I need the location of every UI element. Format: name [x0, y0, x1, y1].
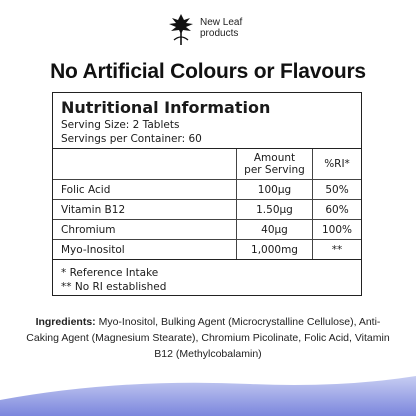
table-header-row	[53, 149, 361, 180]
header-amount-line1: Amount	[253, 152, 296, 164]
row-name: Folic Acid	[53, 180, 237, 200]
page-title: No Artificial Colours or Flavours	[50, 60, 366, 83]
panel-header	[53, 93, 361, 149]
footnote-ri: * Reference Intake	[61, 267, 159, 279]
header-amount-line2: per Serving	[244, 164, 305, 176]
row-name: Vitamin B12	[53, 200, 237, 220]
header-blank	[53, 149, 237, 180]
footnotes	[53, 260, 361, 294]
row-amount: 1,000mg	[237, 240, 313, 260]
servings-per-container: Servings per Container: 60	[61, 133, 202, 145]
decorative-wave	[0, 370, 416, 416]
row-amount: 100µg	[237, 180, 313, 200]
header-amount	[237, 149, 313, 180]
header-ri: %RI*	[313, 149, 362, 180]
table-row	[53, 200, 361, 220]
ingredients-text	[26, 314, 390, 362]
footnote-no-ri: ** No RI established	[61, 281, 167, 293]
panel-title: Nutritional Information	[61, 98, 271, 117]
row-ri: 50%	[313, 180, 362, 200]
row-name: Myo-Inositol	[53, 240, 237, 260]
brand-sub: products	[200, 28, 239, 39]
row-amount: 40µg	[237, 220, 313, 240]
nutrition-table	[53, 149, 361, 260]
ingredients-label: Ingredients:	[35, 316, 96, 328]
row-name: Chromium	[53, 220, 237, 240]
brand-name: New Leaf	[200, 17, 243, 28]
ingredients-list: Myo-Inositol, Bulking Agent (Microcrystalline Cellulose), Anti-Caking Agent (Magnesium Stearate), Chromium Picolinate, Folic Acid, Vitamin B12 (Methylcobalamin)	[26, 316, 390, 360]
row-ri: 60%	[313, 200, 362, 220]
table-row	[53, 240, 361, 260]
table-row	[53, 180, 361, 200]
serving-size: Serving Size: 2 Tablets	[61, 119, 180, 131]
row-amount: 1.50µg	[237, 200, 313, 220]
brand-logo	[166, 12, 256, 46]
brand-text	[200, 17, 242, 39]
row-ri: **	[313, 240, 362, 260]
table-row	[53, 220, 361, 240]
row-ri: 100%	[313, 220, 362, 240]
nutrition-panel	[52, 92, 362, 296]
leaf-logo-icon	[166, 12, 196, 46]
